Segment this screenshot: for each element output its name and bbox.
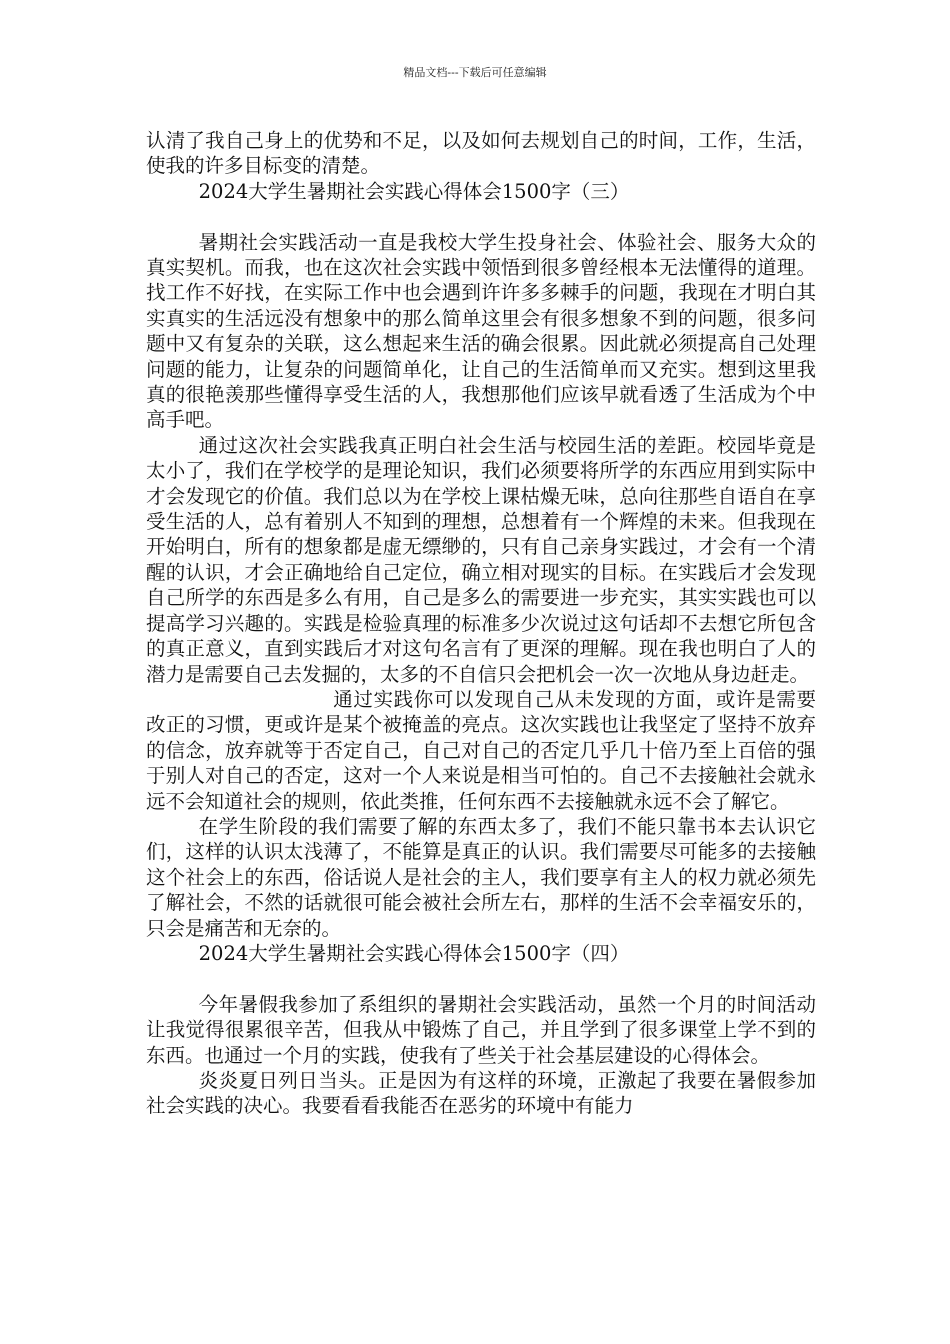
paragraph-3: 通过实践你可以发现自己从未发现的方面，或许是需要改正的习惯，更或许是某个被掩盖的亮点。这次实践也让我坚定了坚持不放弃的信念，放弃就等于否定自己，自己对自己的否定几乎几十倍乃至上百倍的强于别人对自己的否定，这对一个人来说是相当可怕的。自己不去接触社会就永远不会知道社会的规则，依此类推，任何东西不去接触就永远不会了解它。 — [146, 687, 816, 813]
blank-line — [146, 204, 816, 229]
paragraph-5: 今年暑假我参加了系组织的暑期社会实践活动，虽然一个月的时间活动让我觉得很累很辛苦，但我从中锻炼了自己，并且学到了很多课堂上学不到的东西。也通过一个月的实践，使我有了些关于社会基层建设的心得体会。 — [146, 992, 816, 1067]
paragraph-4: 在学生阶段的我们需要了解的东西太多了，我们不能只靠书本去认识它们，这样的认识太浅薄了，不能算是真正的认识。我们需要尽可能多的去接触这个社会上的东西，俗话说人是社会的主人，我们要享有主人的权力就必须先了解社会，不然的话就很可能会被社会所左右，那样的生活不会幸福安乐的，只会是痛苦和无奈的。 — [146, 814, 816, 940]
paragraph-continuation: 认清了我自己身上的优势和不足，以及如何去规划自己的时间，工作，生活，使我的许多目标变的清楚。 — [146, 129, 816, 178]
blank-line — [146, 966, 816, 991]
paragraph-1: 暑期社会实践活动一直是我校大学生投身社会、体验社会、服务大众的真实契机。而我，也在这次社会实践中领悟到很多曾经根本无法懂得的道理。找工作不好找，在实际工作中也会遇到许许多多棘手的问题，我现在才明白其实真实的生活远没有想象中的那么简单这里会有很多想象不到的问题，很多问题中又有复杂的关联，这么想起来生活的确会很累。因此就必须提高自己处理问题的能力，让复杂的问题简单化，让自己的生活简单而又充实。想到这里我真的很艳羡那些懂得享受生活的人，我想那他们应该早就看透了生活成为个中高手吧。 — [146, 230, 816, 432]
paragraph-6: 炎炎夏日列日当头。正是因为有这样的环境，正激起了我要在暑假参加社会实践的决心。我要看看我能否在恶劣的环境中有能力 — [146, 1069, 816, 1118]
section-heading-3: 2024大学生暑期社会实践心得体会1500字（三） — [198, 179, 630, 203]
section-heading-4: 2024大学生暑期社会实践心得体会1500字（四） — [198, 941, 630, 965]
page-header: 精品文档---下载后可任意编辑 — [403, 66, 547, 79]
document-body — [146, 128, 816, 1119]
paragraph-2: 通过这次社会实践我真正明白社会生活与校园生活的差距。校园毕竟是太小了，我们在学校学的是理论知识，我们必须要将所学的东西应用到实际中才会发现它的价值。我们总以为在学校上课枯燥无味，总向往那些自语自在享受生活的人，总有着别人不知到的理想，总想着有一个辉煌的未来。但我现在开始明白，所有的想象都是虚无缥缈的，只有自己亲身实践过，才会有一个清醒的认识，才会正确地给自己定位，确立相对现实的目标。在实践后才会发现自己所学的东西是多么有用，自己是多么的需要进一步充实，其实实践也可以提高学习兴趣的。实践是检验真理的标准多少次说过这句话却不去想它所包含的真正意义，直到实践后才对这句名言有了更深的理解。现在我也明白了人的潜力是需要自己去发掘的，太多的不自信只会把机会一次一次地从身边赶走。 — [146, 433, 816, 686]
